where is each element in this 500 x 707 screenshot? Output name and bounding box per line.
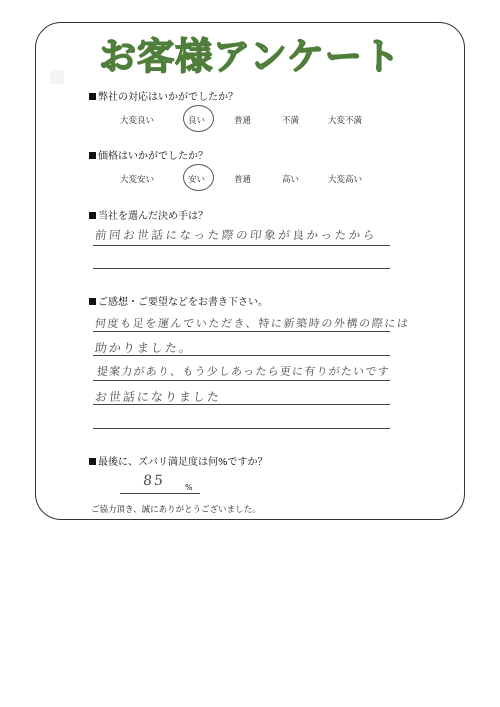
answer-line: [93, 268, 390, 269]
q1-option-5[interactable]: 大変不満: [328, 116, 363, 126]
q1-selected-circle: [183, 105, 214, 132]
q1-option-4[interactable]: 不満: [282, 116, 300, 126]
answer-line: [93, 404, 390, 405]
answer-line: [93, 380, 390, 381]
bullet-square-icon: [89, 458, 96, 465]
q1-option-2[interactable]: 良い: [188, 116, 206, 126]
thank-you-note: ご協力頂き、誠にありがとうございました。: [91, 505, 261, 515]
q5-answer-value: 85: [142, 473, 166, 489]
bullet-square-icon: [89, 212, 96, 219]
percent-line: [120, 493, 200, 494]
q3-answer: 前回お世話になった際の印象が良かったから: [94, 228, 378, 242]
question-2-label: 価格はいかがでしたか？: [98, 151, 208, 162]
answer-line: [93, 355, 390, 356]
q4-answer-line-1: 何度も足を運んでいただき、特に新築時の外構の際には: [94, 317, 411, 330]
question-4: [89, 293, 268, 308]
answer-line: [93, 245, 390, 246]
q4-answer-line-4: お世話になりました: [94, 390, 222, 404]
answer-line: [93, 331, 390, 332]
q4-answer-line-3: 提案力があり、もう少しあったら更に有りがたいです: [96, 365, 391, 378]
question-5: [89, 453, 268, 468]
question-1: [89, 88, 238, 103]
question-1-label: 弊社の対応はいかがでしたか？: [98, 92, 238, 103]
bullet-square-icon: [89, 93, 96, 100]
bullet-square-icon: [89, 298, 96, 305]
q2-option-2[interactable]: 安い: [188, 175, 206, 185]
q2-option-3[interactable]: 普通: [234, 175, 252, 185]
survey-title: お客様アンケート: [99, 35, 401, 78]
q4-answer-line-2: 助かりました。: [94, 341, 194, 355]
q5-unit: %: [185, 483, 193, 492]
q2-selected-circle: [183, 164, 214, 191]
question-5-label: 最後に、ズバリ満足度は何%ですか？: [98, 457, 268, 468]
q2-option-4[interactable]: 高い: [282, 175, 300, 185]
q1-option-1[interactable]: 大変良い: [120, 116, 155, 126]
question-3-label: 当社を選んだ決め手は？: [98, 211, 208, 222]
q1-option-3[interactable]: 普通: [234, 116, 252, 126]
question-4-label: ご感想・ご要望などをお書き下さい。: [98, 297, 268, 308]
question-3: [89, 207, 208, 222]
answer-line: [93, 428, 390, 429]
q2-option-1[interactable]: 大変安い: [120, 175, 155, 185]
question-2: [89, 147, 208, 162]
bullet-square-icon: [89, 152, 96, 159]
q2-option-5[interactable]: 大変高い: [328, 175, 363, 185]
